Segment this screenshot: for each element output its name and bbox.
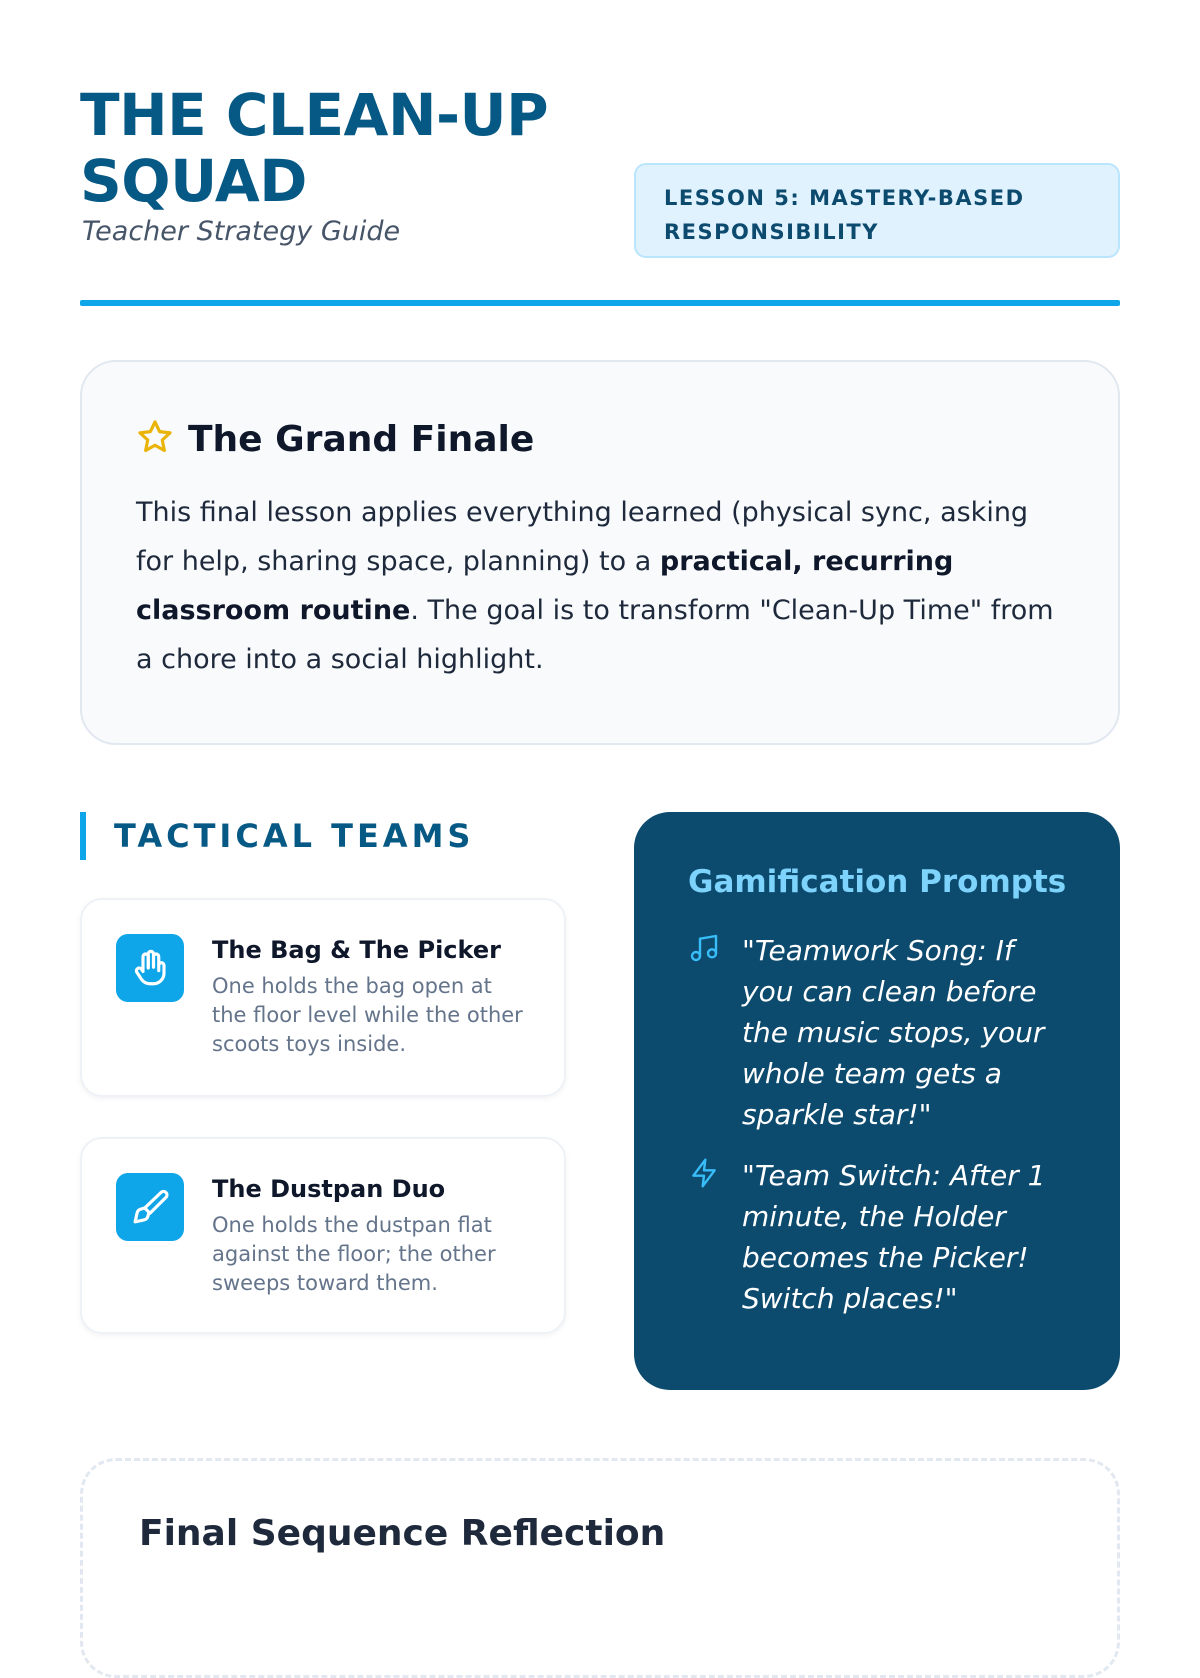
- gamification-prompt: [688, 930, 1068, 1135]
- intro-card: [80, 360, 1120, 745]
- intro-body-text-end: . The goal is to transform "Clean-Up Time" from a chore into a social highlight.: [136, 595, 1054, 675]
- team-description: One holds the dustpan flat against the floor; the other sweeps toward them.: [212, 1213, 496, 1295]
- prompt-text: "Team Switch: After 1 minute, the Holder becomes the Picker! Switch places!": [742, 1159, 1046, 1315]
- intro-body-text: This final lesson applies everything learned (physical sync, asking for help, sharing space, planning) to a: [136, 497, 1029, 577]
- tactical-teams-heading: TACTICAL TEAMS: [80, 812, 474, 860]
- reflection-section: [80, 1458, 1120, 1678]
- page: [80, 0, 1120, 1600]
- page-subtitle: Teacher Strategy Guide: [82, 216, 401, 247]
- gamification-title: Gamification Prompts: [688, 864, 1067, 900]
- gamification-card: [634, 812, 1120, 1390]
- hand-icon: [116, 934, 184, 1002]
- reflection-title: Final Sequence Reflection: [139, 1513, 666, 1554]
- team-name: The Bag & The Picker: [212, 936, 501, 964]
- lightning-icon: [688, 1155, 720, 1319]
- gamification-prompt: [688, 1155, 1068, 1319]
- team-name: The Dustpan Duo: [212, 1175, 446, 1203]
- intro-body: [136, 488, 1064, 684]
- lesson-badge: LESSON 5: MASTERY-BASED RESPONSIBILITY: [634, 163, 1120, 258]
- team-card-bag-picker: [80, 898, 566, 1097]
- brush-icon: [116, 1173, 184, 1241]
- page-title: THE CLEAN-UP SQUAD: [80, 81, 549, 215]
- team-card-dustpan-duo: [80, 1137, 566, 1334]
- star-icon: [136, 418, 174, 460]
- team-description: One holds the bag open at the floor level while the other scoots toys inside.: [212, 974, 523, 1056]
- intro-body-emphasis: practical, recurring classroom routine: [136, 546, 954, 626]
- intro-heading: [136, 418, 1064, 460]
- header-divider: [80, 300, 1120, 306]
- intro-title: The Grand Finale: [188, 418, 535, 460]
- prompt-text: "Teamwork Song: If you can clean before the music stops, your whole team gets a sparkle star!": [742, 934, 1045, 1131]
- music-note-icon: [688, 930, 720, 1135]
